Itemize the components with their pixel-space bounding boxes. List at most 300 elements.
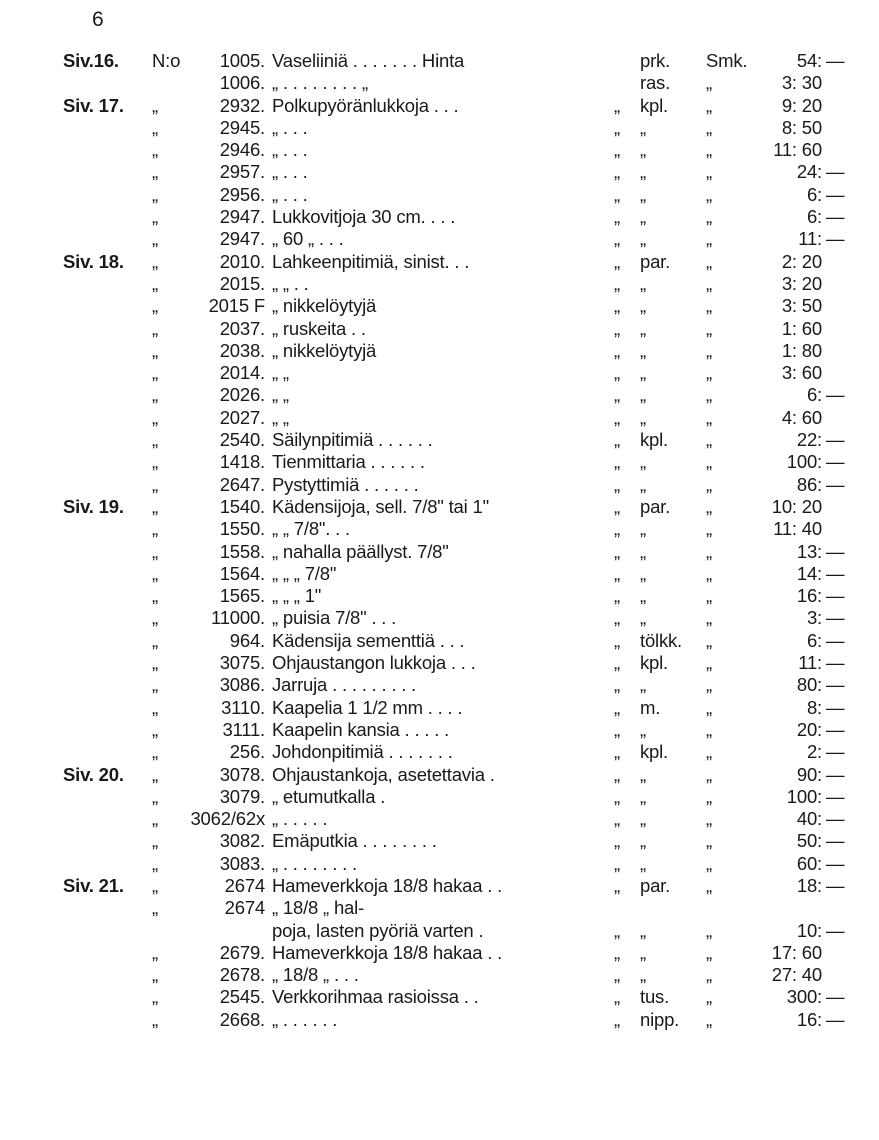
unit-label: „ bbox=[640, 317, 646, 339]
ditto-mark: „ bbox=[152, 94, 158, 116]
unit-label: kpl. bbox=[640, 94, 668, 116]
price-value: 86: bbox=[796, 473, 822, 495]
price-value: 6: bbox=[806, 629, 822, 651]
price-value: 13: bbox=[796, 540, 822, 562]
list-item bbox=[0, 875, 879, 897]
currency-label: „ bbox=[706, 674, 712, 696]
list-item bbox=[0, 674, 879, 696]
currency-label: „ bbox=[706, 986, 712, 1008]
item-number: 2540. bbox=[219, 429, 265, 451]
list-item bbox=[0, 429, 879, 451]
ditto-mark: „ bbox=[614, 808, 620, 830]
item-description: Hameverkkoja 18/8 hakaa . . bbox=[272, 874, 503, 896]
item-number: 1005. bbox=[219, 50, 265, 71]
ditto-mark: „ bbox=[614, 339, 620, 361]
currency-label: „ bbox=[706, 830, 712, 852]
ditto-mark: „ bbox=[152, 696, 158, 718]
item-number: 1006. bbox=[219, 72, 265, 94]
price-dash: — bbox=[826, 718, 845, 740]
unit-label: „ bbox=[640, 674, 646, 696]
currency-label: „ bbox=[706, 362, 712, 384]
price-value: 10: bbox=[796, 919, 822, 941]
currency-label: „ bbox=[706, 785, 712, 807]
item-description: Pystyttimiä . . . . . . bbox=[272, 473, 419, 495]
ditto-mark: „ bbox=[614, 785, 620, 807]
ditto-mark: „ bbox=[614, 941, 620, 963]
item-number: 1564. bbox=[219, 562, 265, 584]
unit-label: „ bbox=[640, 941, 646, 963]
price-value: 100: bbox=[786, 785, 822, 807]
unit-label: „ bbox=[640, 406, 646, 428]
ditto-mark: „ bbox=[614, 718, 620, 740]
ditto-mark: „ bbox=[614, 585, 620, 607]
list-item bbox=[0, 518, 879, 540]
item-number: 2947. bbox=[219, 228, 265, 250]
unit-label: kpl. bbox=[640, 429, 668, 451]
item-description: Kädensija sementtiä . . . bbox=[272, 629, 465, 651]
ditto-mark: „ bbox=[614, 763, 620, 785]
unit-label: „ bbox=[640, 116, 646, 138]
ditto-mark: „ bbox=[152, 295, 158, 317]
item-number: 3062/62x bbox=[190, 808, 265, 830]
ditto-mark: „ bbox=[614, 295, 620, 317]
item-number: 2026. bbox=[219, 384, 265, 406]
ditto-mark: „ bbox=[152, 406, 158, 428]
ditto-mark: „ bbox=[614, 540, 620, 562]
price-dash: — bbox=[826, 629, 845, 651]
item-number: 1550. bbox=[219, 518, 265, 540]
price-value: 11: bbox=[798, 228, 822, 250]
currency-label: „ bbox=[706, 718, 712, 740]
ditto-mark: „ bbox=[152, 852, 158, 874]
currency-label: „ bbox=[706, 629, 712, 651]
item-number: 3083. bbox=[219, 852, 265, 874]
item-description: „ „ . . bbox=[272, 272, 309, 294]
item-description: Vaseliiniä . . . . . . . Hinta bbox=[272, 50, 465, 71]
list-item bbox=[0, 384, 879, 406]
price-dash: — bbox=[826, 808, 845, 830]
unit-label: m. bbox=[640, 696, 661, 718]
unit-label: par. bbox=[640, 495, 671, 517]
item-number: 2668. bbox=[219, 1008, 265, 1030]
page-reference: Siv. 19. bbox=[63, 495, 124, 517]
item-number: 3082. bbox=[219, 830, 265, 852]
item-description: „ „ bbox=[272, 362, 289, 384]
unit-label: „ bbox=[640, 339, 646, 361]
ditto-mark: „ bbox=[152, 830, 158, 852]
price-value: 8: bbox=[806, 696, 822, 718]
currency-label: „ bbox=[706, 228, 712, 250]
ditto-mark: „ bbox=[614, 562, 620, 584]
price-dash: — bbox=[826, 763, 845, 785]
item-number: 2674 bbox=[224, 874, 265, 896]
price-value: 90: bbox=[796, 763, 822, 785]
unit-label: „ bbox=[640, 562, 646, 584]
currency-label: „ bbox=[706, 206, 712, 228]
page-reference: Siv.16. bbox=[63, 50, 119, 71]
ditto-mark: „ bbox=[614, 741, 620, 763]
currency-label: „ bbox=[706, 919, 712, 941]
ditto-mark: „ bbox=[614, 116, 620, 138]
ditto-mark: „ bbox=[614, 874, 620, 896]
currency-label: „ bbox=[706, 518, 712, 540]
currency-label: „ bbox=[706, 72, 712, 94]
ditto-mark: „ bbox=[152, 540, 158, 562]
item-description: Emäputkia . . . . . . . . bbox=[272, 830, 437, 852]
item-description: „ . . . bbox=[272, 116, 308, 138]
currency-label: „ bbox=[706, 429, 712, 451]
item-number: 3110. bbox=[221, 696, 265, 718]
ditto-mark: „ bbox=[614, 429, 620, 451]
list-item bbox=[0, 786, 879, 808]
ditto-mark: „ bbox=[152, 384, 158, 406]
ditto-mark: „ bbox=[152, 429, 158, 451]
page-reference: Siv. 17. bbox=[63, 94, 124, 116]
list-item bbox=[0, 652, 879, 674]
ditto-mark: „ bbox=[614, 94, 620, 116]
list-item bbox=[0, 273, 879, 295]
price-value: 40: bbox=[796, 808, 822, 830]
price-dash: — bbox=[826, 1008, 845, 1030]
price-value: 16: bbox=[796, 585, 822, 607]
price-dash: — bbox=[826, 50, 845, 71]
price-value: 6: bbox=[806, 384, 822, 406]
list-item bbox=[0, 719, 879, 741]
price-dash: — bbox=[826, 161, 845, 183]
unit-label: „ bbox=[640, 183, 646, 205]
item-number: 2014. bbox=[219, 362, 265, 384]
list-item bbox=[0, 585, 879, 607]
ditto-mark: „ bbox=[614, 272, 620, 294]
currency-label: „ bbox=[706, 295, 712, 317]
currency-label: „ bbox=[706, 696, 712, 718]
unit-label: kpl. bbox=[640, 741, 668, 763]
ditto-mark: „ bbox=[152, 451, 158, 473]
item-number: 1565. bbox=[219, 585, 265, 607]
unit-label: „ bbox=[640, 161, 646, 183]
price-value: 18: bbox=[796, 874, 822, 896]
ditto-mark: „ bbox=[152, 941, 158, 963]
list-item bbox=[0, 161, 879, 183]
ditto-mark: „ bbox=[614, 206, 620, 228]
item-number: 3086. bbox=[219, 674, 265, 696]
item-number: 11000. bbox=[210, 607, 265, 629]
item-number: 3078. bbox=[219, 763, 265, 785]
item-description: „ 60 „ . . . bbox=[272, 228, 344, 250]
currency-label: „ bbox=[706, 250, 712, 272]
currency-label: „ bbox=[706, 874, 712, 896]
item-number: 2674 bbox=[224, 897, 265, 919]
item-number: 2015 F bbox=[208, 295, 265, 317]
list-item bbox=[0, 184, 879, 206]
ditto-mark: „ bbox=[152, 607, 158, 629]
currency-label: „ bbox=[706, 852, 712, 874]
price-value: 11: bbox=[798, 652, 822, 674]
item-description: Johdonpitimiä . . . . . . . bbox=[272, 741, 453, 763]
list-item bbox=[0, 228, 879, 250]
item-description: „ . . . . . . bbox=[272, 1008, 338, 1030]
price-dash: — bbox=[826, 585, 845, 607]
currency-label: „ bbox=[706, 317, 712, 339]
list-item bbox=[0, 1009, 879, 1031]
price-dash: — bbox=[826, 986, 845, 1008]
ditto-mark: „ bbox=[614, 696, 620, 718]
currency-label: „ bbox=[706, 652, 712, 674]
price-dash: — bbox=[826, 384, 845, 406]
item-number: 2946. bbox=[219, 139, 265, 161]
item-number: 964. bbox=[229, 629, 265, 651]
list-item bbox=[0, 95, 879, 117]
ditto-mark: „ bbox=[614, 607, 620, 629]
list-item bbox=[0, 139, 879, 161]
unit-label: „ bbox=[640, 718, 646, 740]
price-dash: — bbox=[826, 830, 845, 852]
price-value: 8: 50 bbox=[781, 116, 822, 138]
price-value: 11: 60 bbox=[773, 139, 822, 161]
unit-label: „ bbox=[640, 518, 646, 540]
ditto-mark: „ bbox=[614, 250, 620, 272]
unit-label: „ bbox=[640, 451, 646, 473]
item-description: „ nahalla päällyst. 7/8" bbox=[272, 540, 449, 562]
price-dash: — bbox=[826, 696, 845, 718]
ditto-mark: „ bbox=[614, 362, 620, 384]
unit-label: tus. bbox=[640, 986, 670, 1008]
item-description: Kädensijoja, sell. 7/8" tai 1" bbox=[272, 495, 489, 517]
ditto-mark: „ bbox=[152, 362, 158, 384]
price-value: 60: bbox=[796, 852, 822, 874]
price-dash: — bbox=[826, 874, 845, 896]
item-description: Ohjaustangon lukkoja . . . bbox=[272, 652, 476, 674]
item-description: „ „ 7/8". . . bbox=[272, 518, 350, 540]
list-item bbox=[0, 451, 879, 473]
item-number: 2647. bbox=[219, 473, 265, 495]
unit-label: nipp. bbox=[640, 1008, 680, 1030]
unit-label: „ bbox=[640, 785, 646, 807]
item-number: 3079. bbox=[219, 785, 265, 807]
item-description: Kaapelia 1 1/2 mm . . . . bbox=[272, 696, 463, 718]
list-item bbox=[0, 318, 879, 340]
item-description: Säilynpitimiä . . . . . . bbox=[272, 429, 433, 451]
price-list bbox=[0, 50, 879, 1031]
unit-label: tölkk. bbox=[640, 629, 682, 651]
price-dash: — bbox=[826, 652, 845, 674]
price-value: 80: bbox=[796, 674, 822, 696]
list-item bbox=[0, 942, 879, 964]
item-number: 2037. bbox=[219, 317, 265, 339]
unit-label: „ bbox=[640, 585, 646, 607]
list-item bbox=[0, 897, 879, 919]
ditto-mark: „ bbox=[152, 518, 158, 540]
price-value: 1: 60 bbox=[781, 317, 822, 339]
item-number: 3075. bbox=[219, 652, 265, 674]
unit-label: „ bbox=[640, 830, 646, 852]
item-description: „ „ „ 1" bbox=[272, 585, 322, 607]
currency-label: „ bbox=[706, 964, 712, 986]
ditto-mark: „ bbox=[152, 161, 158, 183]
item-number: 256. bbox=[229, 741, 265, 763]
ditto-mark: „ bbox=[152, 473, 158, 495]
list-item bbox=[0, 206, 879, 228]
unit-label: „ bbox=[640, 852, 646, 874]
page-reference: Siv. 18. bbox=[63, 250, 124, 272]
price-value: 22: bbox=[796, 429, 822, 451]
item-description: „ . . . bbox=[272, 139, 308, 161]
item-number: 2947. bbox=[219, 206, 265, 228]
currency-label: „ bbox=[706, 808, 712, 830]
ditto-mark: „ bbox=[614, 495, 620, 517]
price-value: 24: bbox=[796, 161, 822, 183]
ditto-mark: „ bbox=[614, 1008, 620, 1030]
list-item bbox=[0, 72, 879, 94]
price-dash: — bbox=[826, 919, 845, 941]
item-description: „ „ bbox=[272, 406, 289, 428]
ditto-mark: „ bbox=[152, 339, 158, 361]
price-value: 27: 40 bbox=[771, 964, 822, 986]
unit-label: „ bbox=[640, 139, 646, 161]
price-value: 14: bbox=[796, 562, 822, 584]
ditto-mark: „ bbox=[152, 139, 158, 161]
item-description: „ . . . . . . . . bbox=[272, 852, 357, 874]
item-number: 2678. bbox=[219, 964, 265, 986]
list-item bbox=[0, 362, 879, 384]
price-value: 3: 50 bbox=[781, 295, 822, 317]
item-number: 2545. bbox=[219, 986, 265, 1008]
unit-label: kpl. bbox=[640, 652, 668, 674]
price-value: 100: bbox=[786, 451, 822, 473]
unit-label: par. bbox=[640, 250, 671, 272]
ditto-mark: „ bbox=[152, 183, 158, 205]
price-value: 20: bbox=[796, 718, 822, 740]
price-dash: — bbox=[826, 607, 845, 629]
ditto-mark: „ bbox=[614, 852, 620, 874]
price-value: 9: 20 bbox=[781, 94, 822, 116]
currency-label: „ bbox=[706, 562, 712, 584]
list-item bbox=[0, 340, 879, 362]
unit-label: „ bbox=[640, 473, 646, 495]
price-dash: — bbox=[826, 451, 845, 473]
ditto-mark: „ bbox=[152, 317, 158, 339]
ditto-mark: „ bbox=[152, 272, 158, 294]
unit-label: „ bbox=[640, 919, 646, 941]
ditto-mark: „ bbox=[614, 384, 620, 406]
ditto-mark: „ bbox=[614, 629, 620, 651]
list-item bbox=[0, 853, 879, 875]
item-description: Lukkovitjoja 30 cm. . . . bbox=[272, 206, 456, 228]
item-description: „ nikkelöytyjä bbox=[272, 295, 377, 317]
price-value: 3: 30 bbox=[781, 72, 822, 94]
price-dash: — bbox=[826, 741, 845, 763]
currency-label: „ bbox=[706, 384, 712, 406]
currency-label: „ bbox=[706, 161, 712, 183]
ditto-mark: „ bbox=[152, 250, 158, 272]
item-description: Jarruja . . . . . . . . . bbox=[272, 674, 417, 696]
ditto-mark: „ bbox=[152, 763, 158, 785]
price-dash: — bbox=[826, 852, 845, 874]
ditto-mark: „ bbox=[152, 874, 158, 896]
item-description: „ 18/8 „ hal- bbox=[272, 897, 364, 919]
ditto-mark: „ bbox=[152, 1008, 158, 1030]
currency-label: „ bbox=[706, 94, 712, 116]
ditto-mark: „ bbox=[152, 629, 158, 651]
item-description: „ „ bbox=[272, 384, 289, 406]
unit-label: prk. bbox=[640, 50, 671, 71]
price-value: 54: bbox=[796, 50, 822, 71]
item-number: 2957. bbox=[219, 161, 265, 183]
price-value: 3: bbox=[806, 607, 822, 629]
price-dash: — bbox=[826, 206, 845, 228]
ditto-mark: „ bbox=[614, 919, 620, 941]
item-description: Hameverkkoja 18/8 hakaa . . bbox=[272, 941, 503, 963]
currency-label: „ bbox=[706, 406, 712, 428]
list-item bbox=[0, 407, 879, 429]
currency-label: „ bbox=[706, 540, 712, 562]
currency-label: „ bbox=[706, 473, 712, 495]
ditto-mark: „ bbox=[614, 674, 620, 696]
item-number: 2956. bbox=[219, 183, 265, 205]
ditto-mark: „ bbox=[614, 986, 620, 1008]
item-description: Lahkeenpitimiä, sinist. . . bbox=[272, 250, 470, 272]
list-item bbox=[0, 496, 879, 518]
currency-label: Smk. bbox=[706, 50, 748, 71]
currency-label: „ bbox=[706, 941, 712, 963]
list-item bbox=[0, 964, 879, 986]
ditto-mark: „ bbox=[152, 964, 158, 986]
unit-label: ras. bbox=[640, 72, 671, 94]
currency-label: „ bbox=[706, 1008, 712, 1030]
price-value: 10: 20 bbox=[771, 495, 822, 517]
ditto-mark: „ bbox=[152, 741, 158, 763]
ditto-mark: „ bbox=[152, 585, 158, 607]
ditto-mark: „ bbox=[614, 451, 620, 473]
unit-label: „ bbox=[640, 362, 646, 384]
item-description: Polkupyöränlukkoja . . . bbox=[272, 94, 459, 116]
item-number: 3111. bbox=[222, 718, 265, 740]
item-number: 2679. bbox=[219, 941, 265, 963]
currency-label: „ bbox=[706, 741, 712, 763]
unit-label: „ bbox=[640, 228, 646, 250]
ditto-mark: „ bbox=[152, 206, 158, 228]
ditto-mark: „ bbox=[614, 317, 620, 339]
list-item bbox=[0, 630, 879, 652]
ditto-mark: N:o bbox=[152, 50, 181, 71]
ditto-mark: „ bbox=[152, 495, 158, 517]
ditto-mark: „ bbox=[614, 652, 620, 674]
price-value: 3: 60 bbox=[781, 362, 822, 384]
unit-label: „ bbox=[640, 272, 646, 294]
item-description: Tienmittaria . . . . . . bbox=[272, 451, 425, 473]
price-dash: — bbox=[826, 473, 845, 495]
item-description: „ . . . bbox=[272, 161, 308, 183]
item-number: 2027. bbox=[219, 406, 265, 428]
ditto-mark: „ bbox=[152, 785, 158, 807]
ditto-mark: „ bbox=[152, 718, 158, 740]
item-description: „ 18/8 „ . . . bbox=[272, 964, 359, 986]
item-description: „ . . . . . bbox=[272, 808, 328, 830]
list-item bbox=[0, 741, 879, 763]
page-reference: Siv. 20. bbox=[63, 763, 124, 785]
ditto-mark: „ bbox=[152, 116, 158, 138]
ditto-mark: „ bbox=[152, 562, 158, 584]
item-description: „ etumutkalla . bbox=[272, 785, 386, 807]
item-number: 1418. bbox=[219, 451, 265, 473]
item-number: 2945. bbox=[219, 116, 265, 138]
currency-label: „ bbox=[706, 585, 712, 607]
item-number: 1540. bbox=[219, 495, 265, 517]
currency-label: „ bbox=[706, 116, 712, 138]
price-dash: — bbox=[826, 562, 845, 584]
list-item bbox=[0, 764, 879, 786]
list-item bbox=[0, 474, 879, 496]
